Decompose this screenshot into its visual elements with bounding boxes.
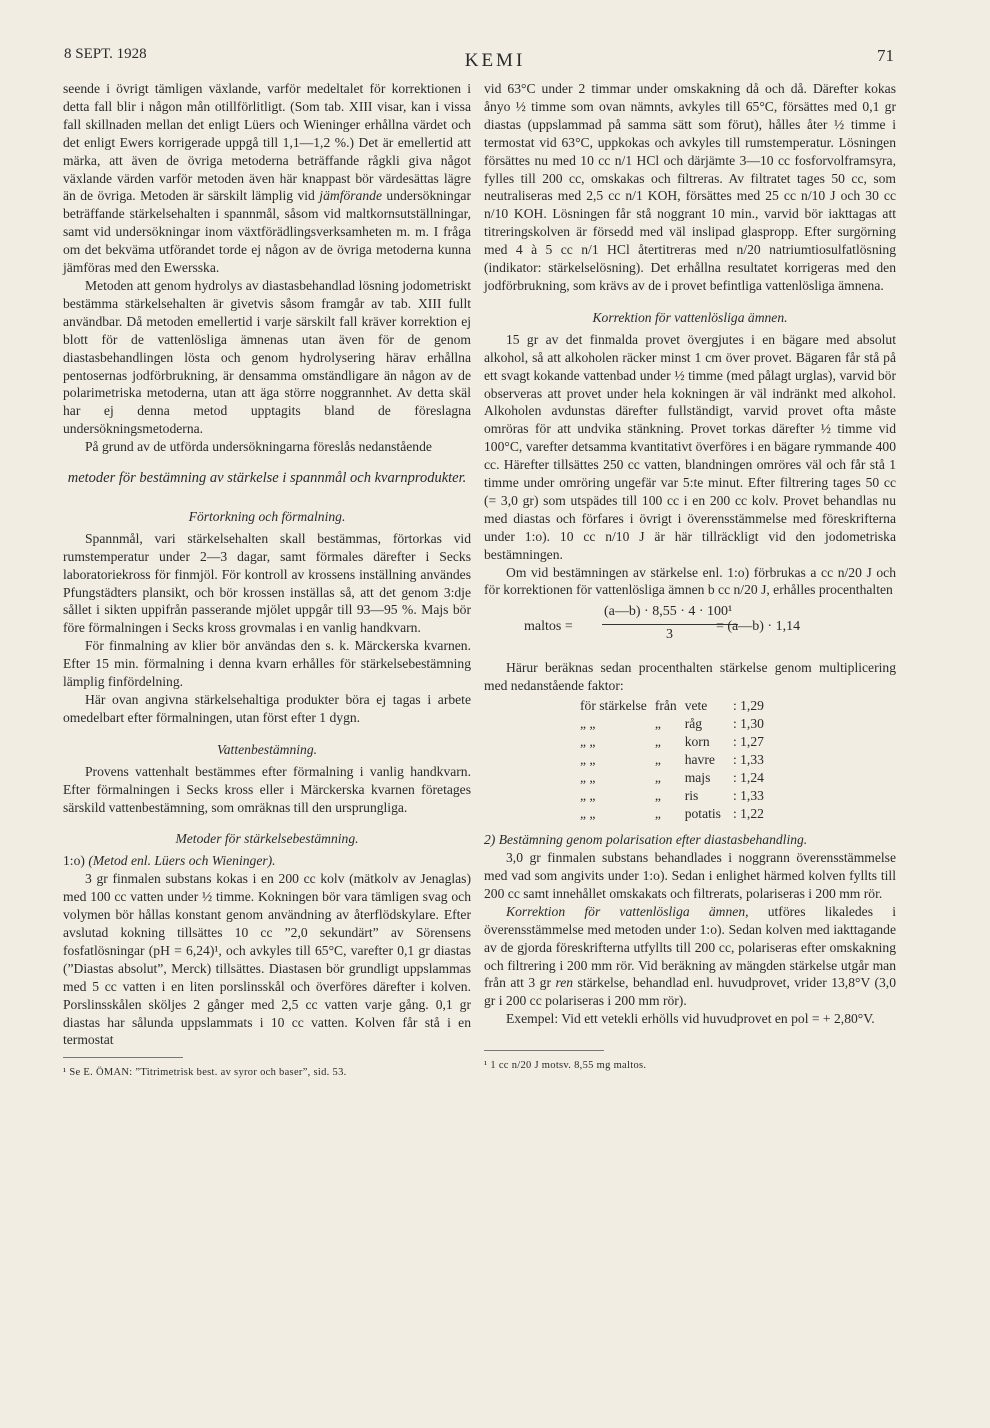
factor-table [576,697,768,823]
paragraph: Spannmål, vari stärkelsehalten skall bestämmas, förtorkas vid rumstemperatur under 2—3 dagar, samt förmales därefter i Secks laboratoriekross för finmjöl. För kontroll av krossens inställning användes Pfungstädters plansikt, och bör krossen inställas så, att det genom 3:dje sållet i sikten uppifrån passerande mjölet uppgår till 93—95 %. Majs bör före förmalningen i Secks kross grovmalas i en vanlig handkvarn. [63,530,471,636]
factor-c2: „ [654,734,661,750]
factor-c2: „ [654,752,661,768]
factor-row [576,697,768,715]
factor-c1: „ „ [580,734,596,750]
factor-row [576,751,768,769]
paragraph: 3,0 gr finmalen substans behandlades i noggrann överensstämmelse med vad som angivits under 1:o). Sedan i enlighet härmed kolven fyllts till 200 cc samt innehållet omskakats och filtrerats, polariseras i 200 mm rör. [484,850,896,901]
paragraph: På grund av de utförda undersökningarna föreslås nedanstående [85,439,432,455]
factor-val: : 1,24 [732,770,764,786]
factor-c1: „ „ [580,716,596,732]
factor-val: : 1,29 [732,698,764,714]
section-heading: Korrektion för vattenlösliga ämnen. [592,309,788,325]
paragraph: Exempel: Vid ett vetekli erhölls vid huvudprovet en pol = + 2,80°V. [506,1011,875,1027]
paragraph: 15 gr av det finmalda provet övergjutes i en bägare med absolut alkohol, så att alkoholen räcker minst 1 cm över provet. Bägaren får stå på ett svagt kokande vattenbad under ½ timme (med pålagt urglas), varvid bör observeras att provet under hela kokningen är väl indränkt med alkohol. Alkoholen avdunstas därefter fullständigt, varvid provet ofta måste omröras för att undvika stänkning. Provet torkas därefter ½ timme vid 100°C, varefter detsamma kvantitativt överföres i en bägare rymmande 400 cc. Härefter tillsättes 250 cc vatten, blandningen omröres väl och får stå 1 timme under omröring ungefär var 5:te minut. Efter filtrering tages 50 cc (= 3,0 gr) som utspädes till 100 cc i en 200 cc kolv. Provet behandlas nu med diastas och förfares i övrigt i överensstämmelse med föreskrifterna under 1:o). 10 cc n/10 J är här tillräckligt vid den jodometriska bestämningen. [484,331,896,562]
paragraph: 3 gr finmalen substans kokas i en 200 cc kolv (mätkolv av Jenaglas) med 100 cc vatten under ½ timme. Kokningen bör vara tämligen svag och volymen bör hållas konstant genom användning av återflödskylare. Efter avslutad kokning tillsättes 10 cc ”2,0 sekundärt” av Sörensens fosfatlösningar (pH = 6,24)¹, och avkyles till 65°C, varefter 0,1 gr diastas (”Diastas absolut”, Merck) tillsättes. Diastasen bör grundligt uppslammas med 5 cc vatten i en liten porslinsskål och överföres därefter i kolven. Porslinsskålen sköljes 2 gånger med 2,5 cc vatten varje gång. 0,1 gr diastas har sålunda uppslammats i 10 cc vatten. Kolven får stå i en termostat [63,871,471,1048]
footnote: ¹ 1 cc n/20 J motsv. 8,55 mg maltos. [484,1060,647,1072]
factor-val: : 1,33 [732,788,764,804]
maltos-formula [484,603,896,653]
section-title: metoder för bestämning av stärkelse i spannmål och kvarnprodukter. [67,470,467,487]
footnote-rule [484,1050,604,1051]
factor-c2: från [654,698,677,714]
left-column [63,80,471,1082]
header-date: 8 SEPT. 1928 [64,46,147,62]
factor-c1: „ „ [580,752,596,768]
factor-name: ris [684,788,699,804]
footnote: ¹ Se E. ÖMAN: ”Titrimetrisk best. av syror och baser”, sid. 53. [63,1067,347,1079]
section-heading: 2) Bestämning genom polarisation efter diastasbehandling. [484,832,808,848]
formula-denominator: 3 [666,627,673,643]
factor-c1: „ „ [580,770,596,786]
factor-name: vete [684,698,708,714]
section-heading: Metoder för stärkelsebestämning. [175,831,359,847]
factor-name: potatis [684,806,721,822]
factor-row [576,733,768,751]
factor-row [576,715,768,733]
paragraph: vid 63°C under 2 timmar under omskakning då och då. Därefter kokas ånyo ½ timme som ovan nämnts, avkyles till 65°C, försättes med 0,1 gr diastas (uppslammad på samma sätt som förut), hålles åter ½ timme i termostat vid 63°C, uppkokas och avkyles till rumstemperatur. Lösningen försättes nu med 10 cc n/1 HCl och därjämte 3—10 cc fosforvolframsyra, fylles till 200 cc, omskakas och filtreras. Av filtratet tages 50 cc, som neutraliseras med 2,5 cc n/1 KOH, försättes med 25 cc n/10 J och 30 cc n/10 KOH. Lösningen får stå noggrant 10 min., varvid bör iakttagas att titreringskolven är försedd med väl inslipad glaspropp. Efter surgörning med 4 à 5 cc n/1 HCl återtitreras med n/20 natriumtiosulfatlösning (indikator: stärkelselösning). Det erhållna resultatet korrigeras med den jodförbrukning, som krävs av de i provet befintliga vattenlösliga ämnena. [484,81,896,293]
factor-c2: „ [654,788,661,804]
factor-c2: „ [654,716,661,732]
factor-c1: „ „ [580,788,596,804]
factor-name: korn [684,734,710,750]
factor-c2: „ [654,806,661,822]
paragraph: Här ovan angivna stärkelsehaltiga produkter böra ej tagas i arbete omedelbart efter förmalningen, utan först efter 1 dygn. [63,692,471,725]
section-heading: Vattenbestämning. [216,741,318,757]
factor-name: råg [684,716,703,732]
journal-title: KEMI [464,50,526,71]
factor-val: : 1,27 [732,734,764,750]
factor-name: majs [684,770,711,786]
footnote-rule [63,1057,183,1058]
right-column [484,80,896,1075]
factor-val: : 1,33 [732,752,764,768]
factor-name: havre [684,752,715,768]
method-heading: 1:o) (Metod enl. Lüers och Wieninger). [63,853,276,869]
formula-numerator: (a—b) · 8,55 · 4 · 100¹ [604,604,733,620]
formula-lhs: maltos = [524,619,573,635]
paragraph: För finmalning av klier bör användas den s. k. Märckerska kvarnen. Efter 15 min. förmalning i denna kvarn erhålles för stärkelsebestämning lämplig finfördelning. [63,638,471,690]
factor-row [576,787,768,805]
paragraph: Provens vattenhalt bestämmes efter förmalning i vanlig handkvarn. Efter förmalningen i Secks kross eller i Märckerska kvarnen företages särskild vattenbestämning, som omräknas till den ursprungliga. [63,763,471,815]
paragraph: Metoden att genom hydrolys av diastasbehandlad lösning jodometriskt bestämma stärkelsehalten är givetvis såsom framgår av tab. XIII fullt användbar. Då metoden emellertid i varje särskilt fall kräver korrektion ej blott för de vattenlösliga ämnenas utan även för de genom diastasbehandlingen lösta och genom hydrolysering härav erhållna pentosernas jodförbrukning, är densamma omständligare än någon av de polarimetriska metoderna, utan att äga större noggrannhet. Av detta skäl har ej denna metod upptagits bland de föreslagna undersökningsmetoderna. [63,277,471,437]
paragraph: Korrektion för vattenlösliga ämnen, utföres likaledes i överensstämmelse med metoden under 1:o). Sedan kolven med iakttagande av de gjorda föreskrifterna utfyllts till 200 cc, polariseras efter omskakning och filtrering i 200 mm rör. Vid beräkning av mängden stärkelse utgår man från att 3 gr ren stärkelse, behandlad enl. huvudprovet, vrider 13,8°V (3,0 gr i 200 cc polariseras i 200 mm rör). [484,903,896,1009]
paragraph: Härur beräknas sedan procenthalten stärkelse genom multiplicering med nedanstående faktor: [484,660,896,694]
paragraph: Om vid bestämningen av stärkelse enl. 1:o) förbrukas a cc n/20 J och för korrektionen för vattenlösliga ämnen b cc n/20 J, erhålles procenthalten [484,564,896,598]
factor-val: : 1,22 [732,806,764,822]
factor-c1: för stärkelse [580,698,647,714]
section-heading: Förtorkning och förmalning. [188,508,346,524]
paragraph: seende i övrigt tämligen växlande, varför medeltalet för korrektionen i detta fall blir i någon mån otillförlitligt. (Som tab. XIII visar, kan i vissa fall skillnaden mellan det enligt Lüers och Wieninger erhållna värdet och det enligt Ewers korrigerade uppgå till 1,1—1,2 %.) Det är emellertid att märka, att även de övriga metoderna beträffande rågkli giva något växlande värden varför metoden även här knappast bör värdesättas lägre än de övriga. Metoden är särskilt lämplig vid jämförande undersökningar beträffande stärkelsehalten i spannmål, såsom vid maltkornsutställningar, samt vid undersökningar inom växtförädlingsverksamheten m. m. I fråga om det bekväma utförandet torde ej någon av de övriga metoderna kunna jämföras med den Ewersska. [63,81,471,276]
factor-c2: „ [654,770,661,786]
factor-row [576,805,768,823]
formula-rhs: = (a—b) · 1,14 [716,619,801,635]
page-number: 71 [877,46,894,65]
factor-c1: „ „ [580,806,596,822]
factor-val: : 1,30 [732,716,764,732]
factor-row [576,769,768,787]
